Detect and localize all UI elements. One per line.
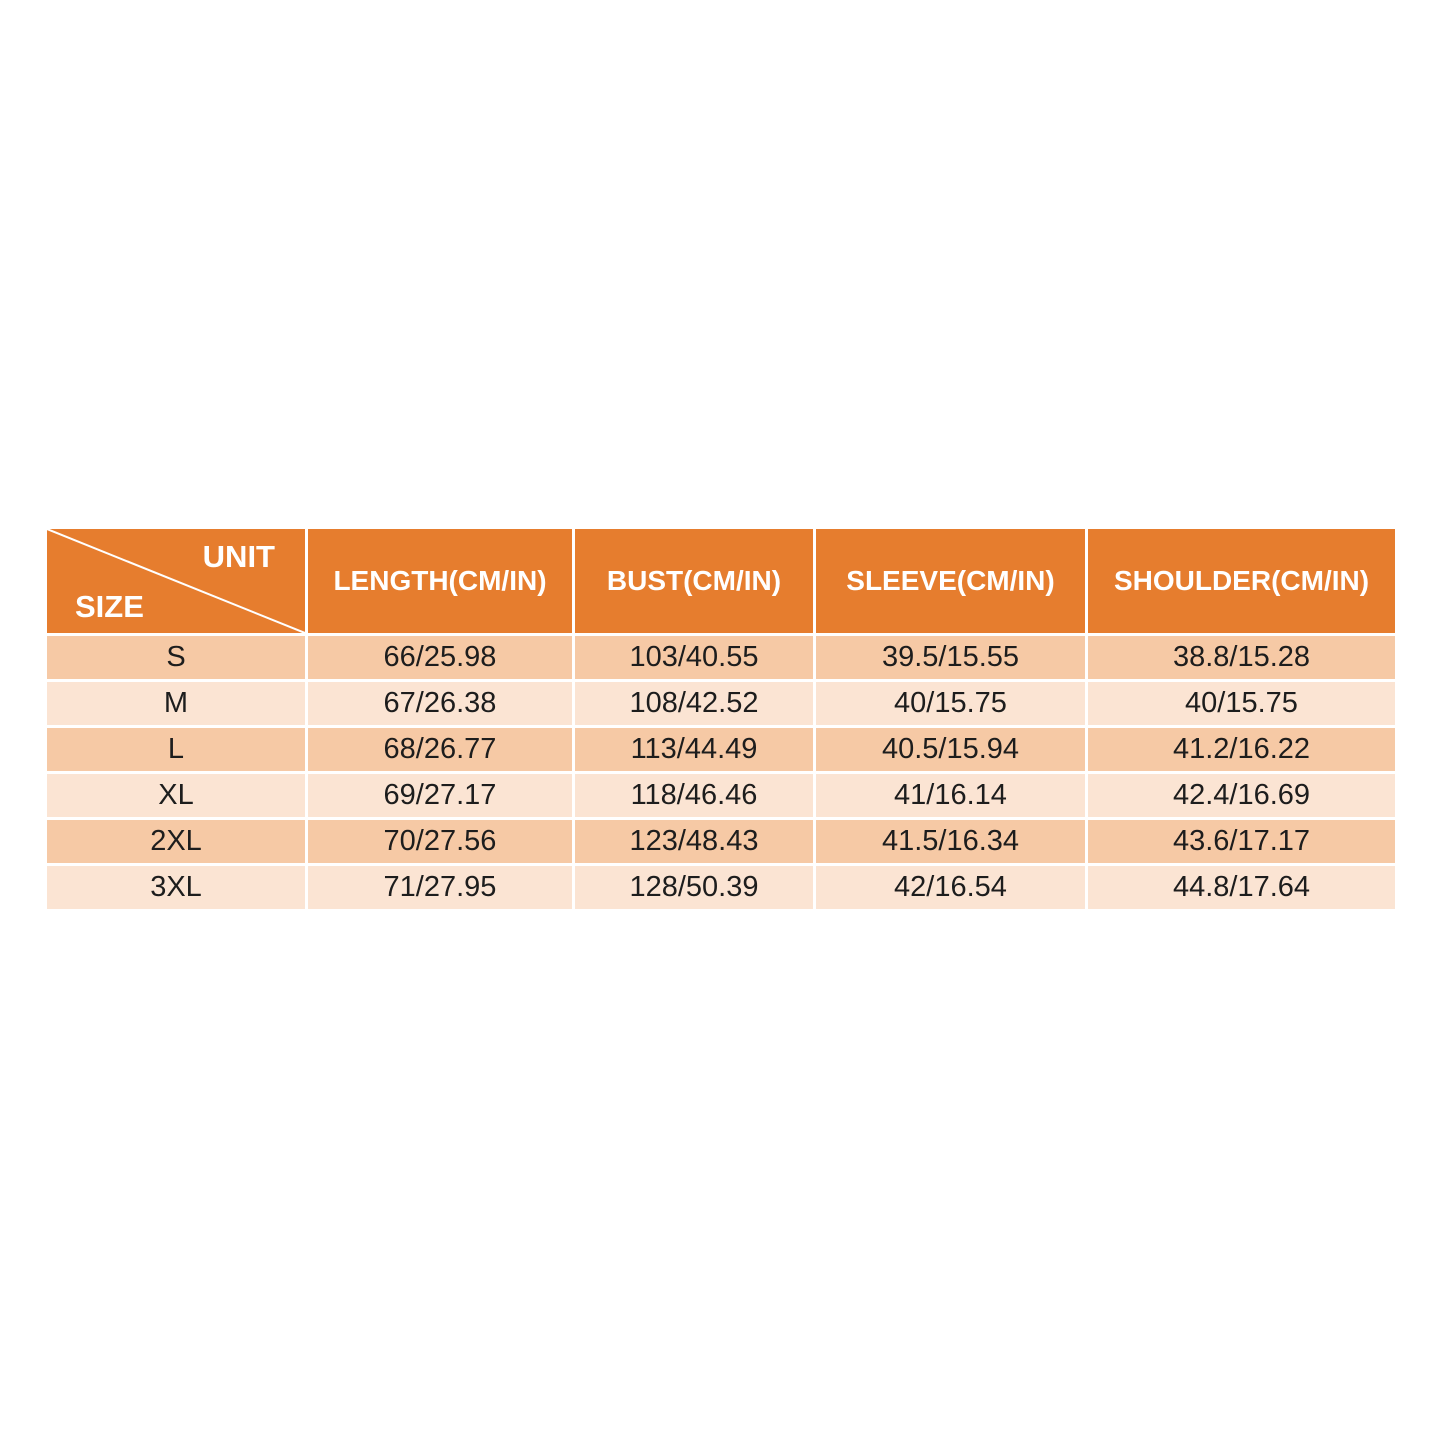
length-cell: 67/26.38 [308, 682, 572, 725]
sleeve-cell: 41.5/16.34 [816, 820, 1085, 863]
sleeve-cell: 41/16.14 [816, 774, 1085, 817]
bust-cell: 108/42.52 [575, 682, 813, 725]
corner-unit-label: UNIT [202, 539, 275, 574]
column-header-length: LENGTH(CM/IN) [308, 529, 572, 633]
size-cell: XL [47, 774, 305, 817]
bust-cell: 113/44.49 [575, 728, 813, 771]
sleeve-cell: 40.5/15.94 [816, 728, 1085, 771]
shoulder-cell: 38.8/15.28 [1088, 636, 1395, 679]
bust-cell: 128/50.39 [575, 866, 813, 909]
size-cell: L [47, 728, 305, 771]
bust-cell: 103/40.55 [575, 636, 813, 679]
shoulder-cell: 41.2/16.22 [1088, 728, 1395, 771]
length-cell: 66/25.98 [308, 636, 572, 679]
shoulder-cell: 40/15.75 [1088, 682, 1395, 725]
shoulder-cell: 42.4/16.69 [1088, 774, 1395, 817]
bust-cell: 123/48.43 [575, 820, 813, 863]
size-chart-table [47, 529, 1395, 909]
length-cell: 68/26.77 [308, 728, 572, 771]
size-cell: 2XL [47, 820, 305, 863]
length-cell: 70/27.56 [308, 820, 572, 863]
sleeve-cell: 40/15.75 [816, 682, 1085, 725]
size-cell: S [47, 636, 305, 679]
corner-header-cell [47, 529, 305, 633]
shoulder-cell: 44.8/17.64 [1088, 866, 1395, 909]
size-cell: M [47, 682, 305, 725]
sleeve-cell: 42/16.54 [816, 866, 1085, 909]
column-header-sleeve: SLEEVE(CM/IN) [816, 529, 1085, 633]
column-header-shoulder: SHOULDER(CM/IN) [1088, 529, 1395, 633]
size-cell: 3XL [47, 866, 305, 909]
bust-cell: 118/46.46 [575, 774, 813, 817]
length-cell: 71/27.95 [308, 866, 572, 909]
shoulder-cell: 43.6/17.17 [1088, 820, 1395, 863]
sleeve-cell: 39.5/15.55 [816, 636, 1085, 679]
corner-size-label: SIZE [75, 589, 144, 624]
column-header-bust: BUST(CM/IN) [575, 529, 813, 633]
length-cell: 69/27.17 [308, 774, 572, 817]
